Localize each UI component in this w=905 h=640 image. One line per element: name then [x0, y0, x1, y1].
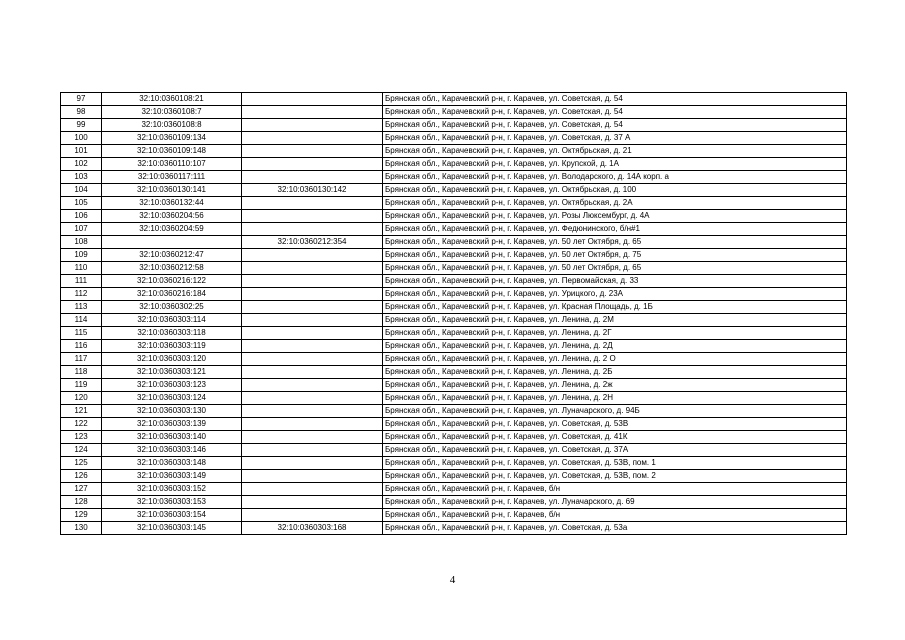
- table-row: [61, 522, 847, 535]
- row-number-cell: 99: [61, 119, 102, 132]
- row-number-cell: 124: [61, 444, 102, 457]
- cadastral-number-cell: 32:10:0360303:139: [102, 418, 242, 431]
- address-cell: Брянская обл., Карачевский р-н, г. Карачев, ул. Луначарского, д. 69: [383, 496, 847, 509]
- cadastral-number-cell: 32:10:0360109:148: [102, 145, 242, 158]
- table-row: [61, 353, 847, 366]
- related-cadastral-number-cell: [242, 496, 383, 509]
- related-cadastral-number-cell: [242, 314, 383, 327]
- table-row: [61, 301, 847, 314]
- row-number-cell: 112: [61, 288, 102, 301]
- table-row: [61, 158, 847, 171]
- row-number-cell: 101: [61, 145, 102, 158]
- address-cell: Брянская обл., Карачевский р-н, г. Карачев, ул. Советская, д. 54: [383, 93, 847, 106]
- table-row: [61, 314, 847, 327]
- address-cell: Брянская обл., Карачевский р-н, г. Карачев, ул. Ленина, д. 2ж: [383, 379, 847, 392]
- property-registry-table: [60, 92, 847, 535]
- row-number-cell: 100: [61, 132, 102, 145]
- row-number-cell: 123: [61, 431, 102, 444]
- table-row: [61, 197, 847, 210]
- cadastral-number-cell: 32:10:0360303:152: [102, 483, 242, 496]
- row-number-cell: 126: [61, 470, 102, 483]
- table-row: [61, 288, 847, 301]
- table-row: [61, 340, 847, 353]
- address-cell: Брянская обл., Карачевский р-н, г. Карачев, ул. Советская, д. 41К: [383, 431, 847, 444]
- table-row: [61, 106, 847, 119]
- row-number-cell: 130: [61, 522, 102, 535]
- row-number-cell: 102: [61, 158, 102, 171]
- address-cell: Брянская обл., Карачевский р-н, г. Карачев, ул. Ленина, д. 2Б: [383, 366, 847, 379]
- related-cadastral-number-cell: [242, 145, 383, 158]
- address-cell: Брянская обл., Карачевский р-н, г. Карачев, ул. Советская, д. 53В, пом. 2: [383, 470, 847, 483]
- row-number-cell: 106: [61, 210, 102, 223]
- cadastral-number-cell: 32:10:0360303:145: [102, 522, 242, 535]
- row-number-cell: 129: [61, 509, 102, 522]
- table-row: [61, 249, 847, 262]
- related-cadastral-number-cell: [242, 288, 383, 301]
- cadastral-number-cell: 32:10:0360108:7: [102, 106, 242, 119]
- cadastral-number-cell: 32:10:0360303:148: [102, 457, 242, 470]
- related-cadastral-number-cell: 32:10:0360303:168: [242, 522, 383, 535]
- related-cadastral-number-cell: [242, 366, 383, 379]
- row-number-cell: 127: [61, 483, 102, 496]
- related-cadastral-number-cell: [242, 444, 383, 457]
- address-cell: Брянская обл., Карачевский р-н, г. Карачев, ул. Октябрьская, д. 2А: [383, 197, 847, 210]
- cadastral-number-cell: 32:10:0360303:123: [102, 379, 242, 392]
- row-number-cell: 111: [61, 275, 102, 288]
- cadastral-number-cell: 32:10:0360216:122: [102, 275, 242, 288]
- related-cadastral-number-cell: [242, 132, 383, 145]
- row-number-cell: 98: [61, 106, 102, 119]
- row-number-cell: 97: [61, 93, 102, 106]
- related-cadastral-number-cell: [242, 470, 383, 483]
- table-row: [61, 470, 847, 483]
- cadastral-number-cell: 32:10:0360212:47: [102, 249, 242, 262]
- address-cell: Брянская обл., Карачевский р-н, г. Карачев, б/н: [383, 509, 847, 522]
- related-cadastral-number-cell: [242, 171, 383, 184]
- row-number-cell: 120: [61, 392, 102, 405]
- related-cadastral-number-cell: [242, 223, 383, 236]
- related-cadastral-number-cell: [242, 392, 383, 405]
- cadastral-number-cell: 32:10:0360212:58: [102, 262, 242, 275]
- cadastral-number-cell: 32:10:0360303:140: [102, 431, 242, 444]
- address-cell: Брянская обл., Карачевский р-н, г. Карачев, ул. Советская, д. 37 А: [383, 132, 847, 145]
- cadastral-number-cell: [102, 236, 242, 249]
- table-row: [61, 171, 847, 184]
- table-row: [61, 379, 847, 392]
- row-number-cell: 114: [61, 314, 102, 327]
- related-cadastral-number-cell: [242, 457, 383, 470]
- address-cell: Брянская обл., Карачевский р-н, г. Карачев, ул. 50 лет Октября, д. 65: [383, 262, 847, 275]
- related-cadastral-number-cell: [242, 418, 383, 431]
- address-cell: Брянская обл., Карачевский р-н, г. Карачев, ул. Первомайская, д. 33: [383, 275, 847, 288]
- related-cadastral-number-cell: [242, 262, 383, 275]
- address-cell: Брянская обл., Карачевский р-н, г. Карачев, ул. Урицкого, д. 23А: [383, 288, 847, 301]
- address-cell: Брянская обл., Карачевский р-н, г. Карачев, ул. Красная Площадь, д. 1Б: [383, 301, 847, 314]
- row-number-cell: 103: [61, 171, 102, 184]
- cadastral-number-cell: 32:10:0360303:130: [102, 405, 242, 418]
- row-number-cell: 117: [61, 353, 102, 366]
- table-row: [61, 509, 847, 522]
- cadastral-number-cell: 32:10:0360303:154: [102, 509, 242, 522]
- table-row: [61, 184, 847, 197]
- address-cell: Брянская обл., Карачевский р-н, г. Карачев, ул. Ленина, д. 2 О: [383, 353, 847, 366]
- table-row: [61, 431, 847, 444]
- row-number-cell: 104: [61, 184, 102, 197]
- row-number-cell: 128: [61, 496, 102, 509]
- table-row: [61, 483, 847, 496]
- cadastral-number-cell: 32:10:0360117:111: [102, 171, 242, 184]
- row-number-cell: 110: [61, 262, 102, 275]
- table-row: [61, 366, 847, 379]
- registry-table-body: [61, 93, 847, 535]
- address-cell: Брянская обл., Карачевский р-н, г. Карачев, ул. Розы Люксембург, д. 4А: [383, 210, 847, 223]
- cadastral-number-cell: 32:10:0360130:141: [102, 184, 242, 197]
- cadastral-number-cell: 32:10:0360303:114: [102, 314, 242, 327]
- related-cadastral-number-cell: [242, 509, 383, 522]
- cadastral-number-cell: 32:10:0360303:119: [102, 340, 242, 353]
- related-cadastral-number-cell: 32:10:0360212:354: [242, 236, 383, 249]
- address-cell: Брянская обл., Карачевский р-н, г. Карачев, ул. Володарского, д. 14А корп. а: [383, 171, 847, 184]
- cadastral-number-cell: 32:10:0360110:107: [102, 158, 242, 171]
- cadastral-number-cell: 32:10:0360303:149: [102, 470, 242, 483]
- cadastral-number-cell: 32:10:0360108:8: [102, 119, 242, 132]
- cadastral-number-cell: 32:10:0360132:44: [102, 197, 242, 210]
- address-cell: Брянская обл., Карачевский р-н, г. Карачев, ул. Крупской, д. 1А: [383, 158, 847, 171]
- table-row: [61, 93, 847, 106]
- row-number-cell: 122: [61, 418, 102, 431]
- address-cell: Брянская обл., Карачевский р-н, г. Карачев, ул. Советская, д. 53В: [383, 418, 847, 431]
- address-cell: Брянская обл., Карачевский р-н, г. Карачев, ул. Октябрьская, д. 100: [383, 184, 847, 197]
- row-number-cell: 119: [61, 379, 102, 392]
- address-cell: Брянская обл., Карачевский р-н, г. Карачев, ул. Ленина, д. 2Д: [383, 340, 847, 353]
- related-cadastral-number-cell: [242, 275, 383, 288]
- address-cell: Брянская обл., Карачевский р-н, г. Карачев, ул. Федюнинского, б/н#1: [383, 223, 847, 236]
- table-row: [61, 236, 847, 249]
- row-number-cell: 115: [61, 327, 102, 340]
- row-number-cell: 109: [61, 249, 102, 262]
- related-cadastral-number-cell: [242, 210, 383, 223]
- cadastral-number-cell: 32:10:0360204:56: [102, 210, 242, 223]
- related-cadastral-number-cell: [242, 405, 383, 418]
- address-cell: Брянская обл., Карачевский р-н, г. Карачев, ул. Советская, д. 54: [383, 106, 847, 119]
- cadastral-number-cell: 32:10:0360204:59: [102, 223, 242, 236]
- table-row: [61, 457, 847, 470]
- table-row: [61, 418, 847, 431]
- cadastral-number-cell: 32:10:0360303:120: [102, 353, 242, 366]
- related-cadastral-number-cell: [242, 483, 383, 496]
- related-cadastral-number-cell: [242, 327, 383, 340]
- table-row: [61, 444, 847, 457]
- related-cadastral-number-cell: [242, 379, 383, 392]
- row-number-cell: 105: [61, 197, 102, 210]
- address-cell: Брянская обл., Карачевский р-н, г. Карачев, б/н: [383, 483, 847, 496]
- table-row: [61, 223, 847, 236]
- related-cadastral-number-cell: [242, 93, 383, 106]
- address-cell: Брянская обл., Карачевский р-н, г. Карачев, ул. Ленина, д. 2Г: [383, 327, 847, 340]
- related-cadastral-number-cell: 32:10:0360130:142: [242, 184, 383, 197]
- related-cadastral-number-cell: [242, 249, 383, 262]
- cadastral-number-cell: 32:10:0360109:134: [102, 132, 242, 145]
- cadastral-number-cell: 32:10:0360216:184: [102, 288, 242, 301]
- row-number-cell: 108: [61, 236, 102, 249]
- related-cadastral-number-cell: [242, 301, 383, 314]
- table-row: [61, 405, 847, 418]
- table-row: [61, 119, 847, 132]
- address-cell: Брянская обл., Карачевский р-н, г. Карачев, ул. Луначарского, д. 94Б: [383, 405, 847, 418]
- cadastral-number-cell: 32:10:0360302:25: [102, 301, 242, 314]
- address-cell: Брянская обл., Карачевский р-н, г. Карачев, ул. 50 лет Октября, д. 65: [383, 236, 847, 249]
- related-cadastral-number-cell: [242, 106, 383, 119]
- row-number-cell: 125: [61, 457, 102, 470]
- address-cell: Брянская обл., Карачевский р-н, г. Карачев, ул. Октябрьская, д. 21: [383, 145, 847, 158]
- related-cadastral-number-cell: [242, 340, 383, 353]
- cadastral-number-cell: 32:10:0360303:124: [102, 392, 242, 405]
- cadastral-number-cell: 32:10:0360108:21: [102, 93, 242, 106]
- address-cell: Брянская обл., Карачевский р-н, г. Карачев, ул. Советская, д. 53В, пом. 1: [383, 457, 847, 470]
- table-row: [61, 275, 847, 288]
- cadastral-number-cell: 32:10:0360303:153: [102, 496, 242, 509]
- table-row: [61, 132, 847, 145]
- table-row: [61, 496, 847, 509]
- address-cell: Брянская обл., Карачевский р-н, г. Карачев, ул. Советская, д. 53а: [383, 522, 847, 535]
- related-cadastral-number-cell: [242, 353, 383, 366]
- row-number-cell: 121: [61, 405, 102, 418]
- row-number-cell: 107: [61, 223, 102, 236]
- cadastral-number-cell: 32:10:0360303:118: [102, 327, 242, 340]
- table-row: [61, 262, 847, 275]
- table-row: [61, 327, 847, 340]
- row-number-cell: 116: [61, 340, 102, 353]
- row-number-cell: 118: [61, 366, 102, 379]
- page-number: 4: [449, 574, 456, 586]
- address-cell: Брянская обл., Карачевский р-н, г. Карачев, ул. Советская, д. 54: [383, 119, 847, 132]
- address-cell: Брянская обл., Карачевский р-н, г. Карачев, ул. Советская, д. 37А: [383, 444, 847, 457]
- related-cadastral-number-cell: [242, 119, 383, 132]
- table-row: [61, 392, 847, 405]
- address-cell: Брянская обл., Карачевский р-н, г. Карачев, ул. 50 лет Октября, д. 75: [383, 249, 847, 262]
- row-number-cell: 113: [61, 301, 102, 314]
- address-cell: Брянская обл., Карачевский р-н, г. Карачев, ул. Ленина, д. 2М: [383, 314, 847, 327]
- table-row: [61, 210, 847, 223]
- address-cell: Брянская обл., Карачевский р-н, г. Карачев, ул. Ленина, д. 2Н: [383, 392, 847, 405]
- cadastral-number-cell: 32:10:0360303:146: [102, 444, 242, 457]
- table-row: [61, 145, 847, 158]
- related-cadastral-number-cell: [242, 197, 383, 210]
- cadastral-number-cell: 32:10:0360303:121: [102, 366, 242, 379]
- related-cadastral-number-cell: [242, 431, 383, 444]
- related-cadastral-number-cell: [242, 158, 383, 171]
